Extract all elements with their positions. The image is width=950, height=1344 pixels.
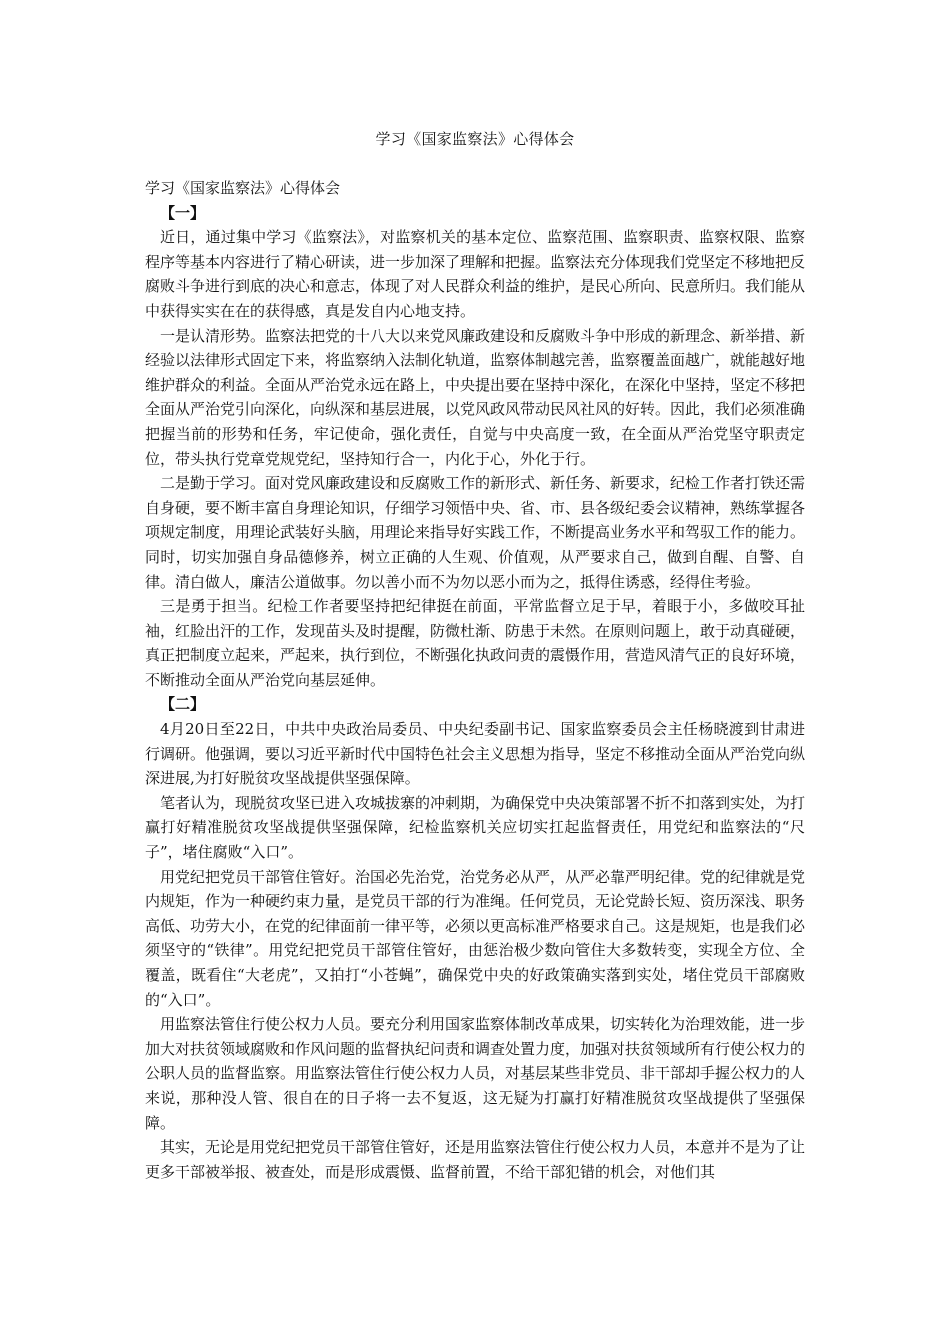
paragraph: 笔者认为，现脱贫攻坚已进入攻城拔寨的冲刺期，为确保党中央决策部署不折不扣落到实处，为打赢打好精准脱贫攻坚战提供坚强保障，纪检监察机关应切实扛起监督责任，用党纪和监察法的“尺子”，堵住腐败“入口”。 (145, 793, 806, 862)
paragraph: 二是勤于学习。面对党风廉政建设和反腐败工作的新形式、新任务、新要求，纪检工作者打铁还需自身硬，要不断丰富自身理论知识，仔细学习领悟中央、省、市、县各级纪委会议精神，熟练掌握各项规定制度，用理论武装好头脑，用理论来指导好实践工作，不断提高业务水平和驾驭工作的能力。同时，切实加强自身品德修养，树立正确的人生观、价值观，从严要求自己，做到自醒、自警、自律。清白做人，廉洁公道做事。勿以善小而不为勿以恶小而为之，抵得住诱惑，经得住考验。 (145, 474, 806, 591)
section-heading-1: 【一】 (160, 203, 206, 222)
paragraph: 用监察法管住行使公权力人员。要充分利用国家监察体制改革成果，切实转化为治理效能，进一步加大对扶贫领域腐败和作风问题的监督执纪问责和调查处置力度，加强对扶贫领域所有行使公权力的公职人员的监督监察。用监察法管住行使公权力人员，对基层某些非党员、非干部却手握公权力的人来说，那种没人管、很自在的日子将一去不复返，这无疑为打赢打好精准脱贫攻坚战提供了坚强保障。 (145, 1015, 806, 1132)
paragraph: 4月20日至22日，中共中央政治局委员、中央纪委副书记、国家监察委员会主任杨晓渡到甘肃进行调研。他强调，要以习近平新时代中国特色社会主义思想为指导，坚定不移推动全面从严治党向纵深进展,为打好脱贫攻坚战提供坚强保障。 (145, 720, 806, 788)
paragraph: 其实，无论是用党纪把党员干部管住管好，还是用监察法管住行使公权力人员，本意并不是为了让更多干部被举报、被查处，而是形成震慑、监督前置，不给干部犯错的机会，对他们其 (145, 1138, 806, 1181)
paragraph: 三是勇于担当。纪检工作者要坚持把纪律挺在前面，平常监督立足于早，着眼于小，多做咬耳扯袖，红脸出汗的工作，发现苗头及时提醒，防微杜渐、防患于未然。在原则问题上，敢于动真碰硬，真正把制度立起来，严起来，执行到位，不断强化执政问责的震慑作用，营造风清气正的良好环境，不断推动全面从严治党向基层延伸。 (145, 597, 806, 689)
paragraph: 用党纪把党员干部管住管好。治国必先治党，治党务必从严，从严必靠严明纪律。党的纪律就是党内规矩，作为一种硬约束力量，是党员干部的行为准绳。任何党员，无论党龄长短、资历深浅、职务高低、功劳大小，在党的纪律面前一律平等，必须以更高标准严格要求自己。这是规矩，也是我们必须坚守的“铁律”。用党纪把党员干部管住管好，由惩治极少数向管住大多数转变，实现全方位、全覆盖，既看住“大老虎”，又拍打“小苍蝇”，确保党中央的好政策确实落到实处，堵住党员干部腐败的“入口”。 (145, 867, 806, 1009)
document-title: 学习《国家监察法》心得体会 (375, 130, 575, 148)
paragraph: 一是认清形势。监察法把党的十八大以来党风廉政建设和反腐败斗争中形成的新理念、新举措、新经验以法律形式固定下来，将监察纳入法制化轨道，监察体制越完善，监察覆盖面越广，就能越好地维护群众的利益。全面从严治党永远在路上，中央提出要在坚持中深化，在深化中坚持，坚定不移把全面从严治党引向深化，向纵深和基层进展，以党风政风带动民风社风的好转。因此，我们必须准确把握当前的形势和任务，牢记使命，强化责任，自觉与中央高度一致，在全面从严治党坚守职责定位，带头执行党章党规党纪，坚持知行合一，内化于心，外化于行。 (145, 326, 806, 468)
section-heading-2: 【二】 (160, 695, 206, 714)
document-subtitle: 学习《国家监察法》心得体会 (145, 179, 341, 197)
paragraph: 近日，通过集中学习《监察法》，对监察机关的基本定位、监察范围、监察职责、监察权限、监察程序等基本内容进行了精心研读，进一步加深了理解和把握。监察法充分体现我们党坚定不移地把反腐败斗争进行到底的决心和意志，体现了对人民群众利益的维护，是民心所向、民意所归。我们能从中获得实实在在的获得感，真是发自内心地支持。 (145, 228, 806, 320)
document-body (145, 176, 805, 1184)
